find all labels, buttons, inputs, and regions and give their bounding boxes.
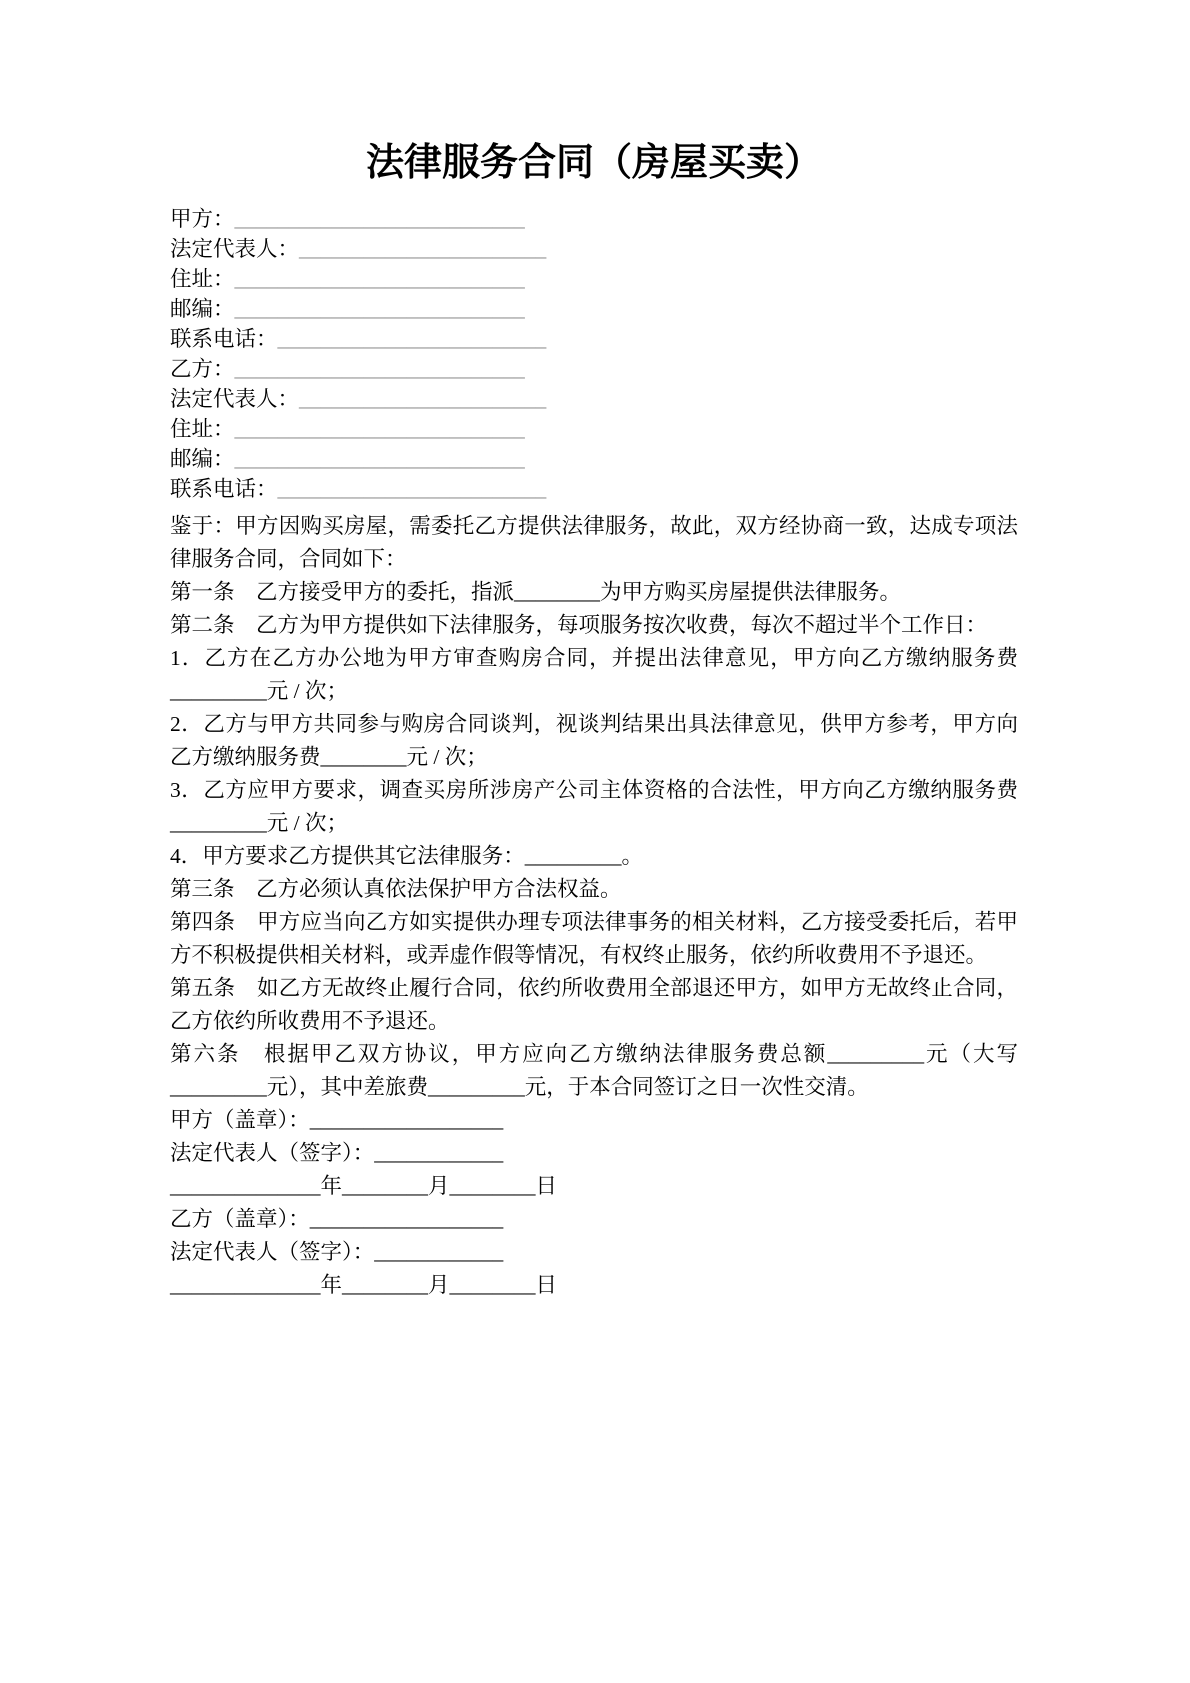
signature-section	[170, 1104, 1018, 1302]
clause-second: 第二条 乙方为甲方提供如下法律服务，每项服务按次收费，每次不超过半个工作日：	[170, 613, 988, 637]
service-item-3: 3．乙方应甲方要求，调查买房所涉房产公司主体资格的合法性，甲方向乙方缴纳服务费_________元 / 次；	[170, 778, 1018, 835]
clause-fifth: 第五条 如乙方无故终止履行合同，依约所收费用全部退还甲方，如甲方无故终止合同，乙方依约所收费用不予退还。	[170, 976, 1018, 1033]
party-a-address-field	[170, 264, 1018, 294]
party-a-date-line: ______________年________月________日	[170, 1174, 558, 1198]
party-a-representative-field	[170, 234, 1018, 264]
party-a-representative-signature-line: 法定代表人（签字）：____________	[170, 1141, 504, 1165]
clause-fourth: 第四条 甲方应当向乙方如实提供办理专项法律事务的相关材料，乙方接受委托后，若甲方不积极提供相关材料，或弄虚作假等情况，有权终止服务，依约所收费用不予退还。	[170, 910, 1018, 967]
party-a-seal-line: 甲方（盖章）：__________________	[170, 1108, 504, 1132]
party-b-name-label: 乙方：	[170, 357, 235, 381]
preamble-paragraph: 鉴于：甲方因购买房屋，需委托乙方提供法律服务，故此，双方经协商一致，达成专项法律服务合同，合同如下：	[170, 514, 1018, 571]
party-a-phone-blank: _________________________	[277, 327, 547, 351]
party-b-postcode-label: 邮编：	[170, 447, 235, 471]
party-b-address-label: 住址：	[170, 417, 235, 441]
document-title: 法律服务合同（房屋买卖）	[365, 142, 822, 184]
party-b-postcode-field	[170, 444, 1018, 474]
party-info-section	[170, 204, 1018, 504]
party-b-phone-label: 联系电话：	[170, 477, 278, 501]
party-b-name-field	[170, 354, 1018, 384]
clause-sixth: 第六条 根据甲乙双方协议，甲方应向乙方缴纳法律服务费总额_________元（大写_________元），其中差旅费_________元，于本合同签订之日一次性交清。	[170, 1042, 1018, 1099]
party-b-postcode-blank: ___________________________	[234, 447, 525, 471]
clause-first: 第一条 乙方接受甲方的委托，指派________为甲方购买房屋提供法律服务。	[170, 580, 902, 604]
party-b-representative-label: 法定代表人：	[170, 387, 300, 411]
party-b-date-line: ______________年________月________日	[170, 1273, 558, 1297]
party-a-name-label: 甲方：	[170, 207, 235, 231]
party-b-seal-line: 乙方（盖章）：__________________	[170, 1207, 504, 1231]
party-b-address-field	[170, 414, 1018, 444]
party-b-representative-signature-line: 法定代表人（签字）：____________	[170, 1240, 504, 1264]
party-a-representative-label: 法定代表人：	[170, 237, 300, 261]
service-item-1: 1．乙方在乙方办公地为甲方审查购房合同，并提出法律意见，甲方向乙方缴纳服务费_________元 / 次；	[170, 646, 1018, 703]
party-b-phone-field	[170, 474, 1018, 504]
party-b-address-blank: ___________________________	[234, 417, 525, 441]
party-a-address-label: 住址：	[170, 267, 235, 291]
contract-body-section	[170, 510, 1018, 1104]
party-a-postcode-field	[170, 294, 1018, 324]
party-a-phone-field	[170, 324, 1018, 354]
party-a-representative-blank: _______________________	[299, 237, 547, 261]
party-b-representative-field	[170, 384, 1018, 414]
party-a-address-blank: ___________________________	[234, 267, 525, 291]
service-item-2: 2．乙方与甲方共同参与购房合同谈判，视谈判结果出具法律意见，供甲方参考，甲方向乙方缴纳服务费________元 / 次；	[170, 712, 1018, 769]
party-b-name-blank: ___________________________	[234, 357, 525, 381]
party-b-representative-blank: _______________________	[299, 387, 547, 411]
party-a-phone-label: 联系电话：	[170, 327, 278, 351]
clause-third: 第三条 乙方必须认真依法保护甲方合法权益。	[170, 877, 622, 901]
party-a-postcode-label: 邮编：	[170, 297, 235, 321]
party-b-phone-blank: _________________________	[277, 477, 547, 501]
service-item-4: 4．甲方要求乙方提供其它法律服务：_________。	[170, 844, 644, 868]
party-a-postcode-blank: ___________________________	[234, 297, 525, 321]
party-a-name-blank: ___________________________	[234, 207, 525, 231]
party-a-name-field	[170, 204, 1018, 234]
